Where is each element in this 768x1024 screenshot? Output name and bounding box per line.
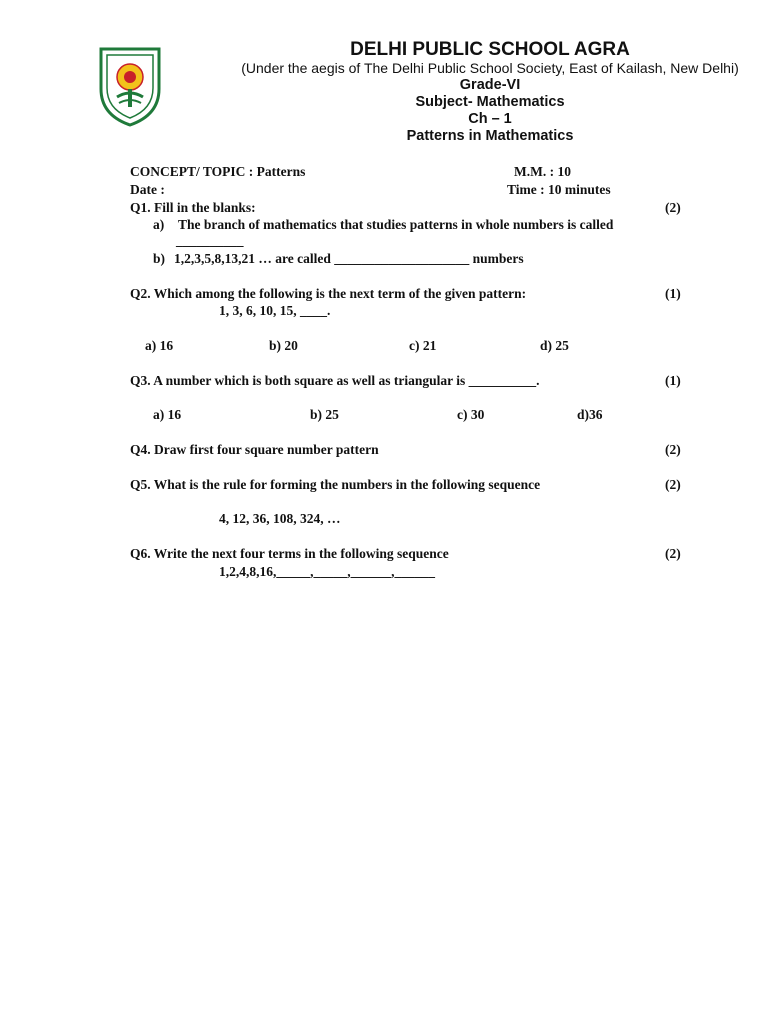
q3-text: Q3. A number which is both square as well as triangular is __________. xyxy=(130,373,540,388)
q3-option: b) 25 xyxy=(310,407,339,422)
q1a-blank: __________ xyxy=(176,233,244,248)
q1b-label: b) xyxy=(153,251,166,266)
q2-sequence: 1, 3, 6, 10, 15, ____. xyxy=(219,303,331,318)
q2-option: a) 16 xyxy=(145,338,174,353)
q4-text: Q4. Draw first four square number pattern xyxy=(130,442,379,457)
time-limit: Time : 10 minutes xyxy=(507,182,611,197)
date-label: Date : xyxy=(130,182,165,197)
q3-option: a) 16 xyxy=(153,407,182,422)
q5-marks: (2) xyxy=(665,477,681,492)
school-name: DELHI PUBLIC SCHOOL AGRA xyxy=(350,39,630,60)
q3-option: d)36 xyxy=(577,407,603,422)
aegis-line: (Under the aegis of The Delhi Public School Society, East of Kailash, New Delhi) xyxy=(241,60,739,76)
school-crest-logo xyxy=(97,45,163,127)
concept-topic: CONCEPT/ TOPIC : Patterns xyxy=(130,164,306,179)
chapter-title: Patterns in Mathematics xyxy=(406,128,574,144)
q1a-text: The branch of mathematics that studies patterns in whole numbers is called xyxy=(178,217,614,232)
q1b-text: 1,2,3,5,8,13,21 … are called ____________________ numbers xyxy=(174,251,524,266)
q2-option: d) 25 xyxy=(540,338,569,353)
q5-sequence: 4, 12, 36, 108, 324, … xyxy=(219,511,341,526)
q2-option: c) 21 xyxy=(409,338,437,353)
q3-option: c) 30 xyxy=(457,407,485,422)
q3-marks: (1) xyxy=(665,373,681,388)
q1-text: Q1. Fill in the blanks: xyxy=(130,200,256,215)
q2-text: Q2. Which among the following is the next term of the given pattern: xyxy=(130,286,527,301)
q1a-label: a) xyxy=(153,217,165,232)
q1-marks: (2) xyxy=(665,200,681,215)
q6-sequence: 1,2,4,8,16,_____,_____,______,______ xyxy=(219,564,435,579)
q6-text: Q6. Write the next four terms in the following sequence xyxy=(130,546,449,561)
q4-marks: (2) xyxy=(665,442,681,457)
max-marks: M.M. : 10 xyxy=(514,164,571,179)
subject: Subject- Mathematics xyxy=(415,94,565,110)
q5-text: Q5. What is the rule for forming the numbers in the following sequence xyxy=(130,477,541,492)
grade: Grade-VI xyxy=(459,77,521,93)
chapter: Ch – 1 xyxy=(468,111,512,127)
q6-marks: (2) xyxy=(665,546,681,561)
q2-marks: (1) xyxy=(665,286,681,301)
q2-option: b) 20 xyxy=(269,338,298,353)
